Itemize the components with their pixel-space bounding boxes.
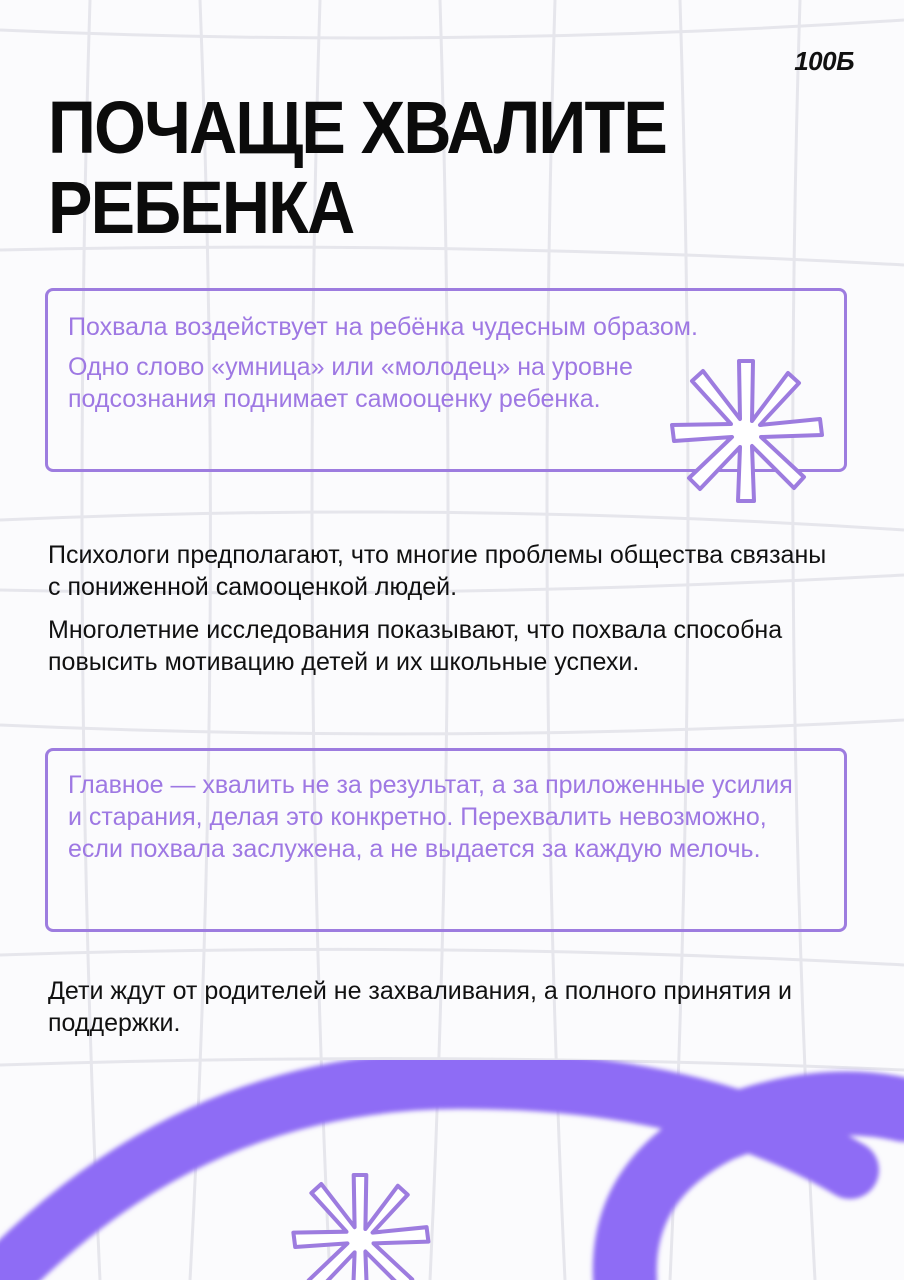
callout-paragraph: Одно слово «умница» или «молодец» на уровне подсознания поднимает самооценку ребенка. xyxy=(68,353,633,413)
brand-logo: 100Б xyxy=(794,46,854,76)
callout-paragraph: Главное — хвалить не за результат, а за приложенные усилия и старания, делая это конкретно. Перехвалить невозможно, если похвала заслужена, а не выдается за каждую мелочь. xyxy=(68,771,793,863)
callout-box-advice xyxy=(45,748,847,932)
title-line-2: РЕБЕНКА xyxy=(48,166,354,249)
body-paragraph: Психологи предполагают, что многие проблемы общества связаны с пониженной самооценкой людей. xyxy=(48,541,827,601)
decorative-swoosh xyxy=(0,1020,904,1280)
asterisk-star-icon xyxy=(285,1163,435,1280)
title-line-1: ПОЧАЩЕ ХВАЛИТЕ xyxy=(48,86,666,169)
page-title xyxy=(48,88,750,248)
callout-paragraph: Похвала воздействует на ребёнка чудесным образом. xyxy=(68,313,698,341)
body-paragraph: Многолетние исследования показывают, что похвала способна повысить мотивацию детей и их школьные успехи. xyxy=(48,616,783,676)
asterisk-star-icon xyxy=(663,356,829,506)
body-paragraph: Дети ждут от родителей не захваливания, а полного принятия и поддержки. xyxy=(48,977,792,1037)
